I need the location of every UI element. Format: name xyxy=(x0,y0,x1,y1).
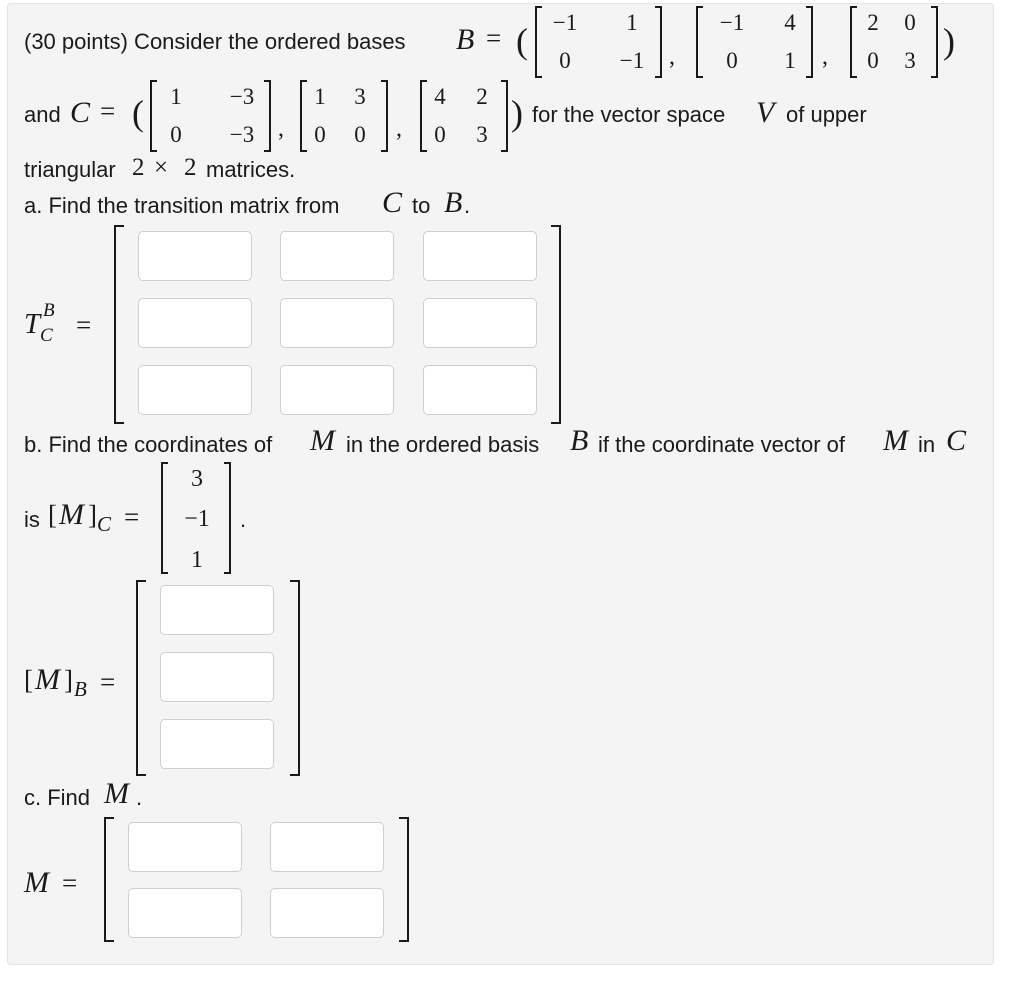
coord-entry: 1 xyxy=(191,547,203,573)
m-symbol: M xyxy=(883,424,908,457)
space-symbol: V xyxy=(756,96,775,129)
matrix-entry: −1 xyxy=(552,10,578,35)
transition-cell-1-1[interactable] xyxy=(138,231,252,281)
part-c-prompt: c. Find xyxy=(24,785,91,810)
basis-b-symbol: B xyxy=(570,424,589,457)
coord-entry: 3 xyxy=(191,466,203,492)
m-symbol: M xyxy=(35,663,60,696)
transition-cell-3-1[interactable] xyxy=(138,365,252,415)
transition-cell-1-2[interactable] xyxy=(280,231,394,281)
comma: , xyxy=(822,44,828,70)
matrix-entry: −3 xyxy=(229,122,255,147)
vector-bracket-right xyxy=(290,580,300,776)
equals-sign: = xyxy=(62,868,78,898)
matrix-entry: 1 xyxy=(314,84,326,109)
matrix-entry: 3 xyxy=(904,48,916,73)
comma: , xyxy=(669,44,675,70)
matrix-entry: 0 xyxy=(170,122,182,147)
triangular-text: triangular xyxy=(24,157,116,182)
sub-b: B xyxy=(74,677,87,701)
bracket-right xyxy=(931,6,938,78)
open-paren: ( xyxy=(516,21,528,61)
equals-sign: = xyxy=(100,96,116,126)
bracket-open: [ xyxy=(24,665,33,695)
m-cell-2-2[interactable] xyxy=(270,888,384,938)
period: . xyxy=(136,785,143,810)
lhs-sub: C xyxy=(40,325,53,346)
equals-sign: = xyxy=(100,667,116,697)
vector-bracket-left xyxy=(136,580,146,776)
basis-c-symbol: C xyxy=(70,96,91,129)
close-paren: ) xyxy=(511,93,523,133)
bracket-right xyxy=(224,462,231,574)
from-basis: C xyxy=(382,186,403,219)
matrix-entry: −1 xyxy=(719,10,745,35)
matrix-bracket-right xyxy=(399,817,409,942)
matrix-entry: 0 xyxy=(726,48,738,73)
dim-b: 2 xyxy=(184,154,197,181)
basis-b-symbol: B xyxy=(456,23,475,56)
bracket-right xyxy=(264,80,271,152)
m-cell-2-1[interactable] xyxy=(128,888,242,938)
bracket-left xyxy=(161,462,168,574)
bracket-right xyxy=(655,6,662,78)
part-b-prompt: b. Find the coordinates of xyxy=(24,432,273,457)
matrix-entry: 0 xyxy=(559,48,571,73)
in-word: in xyxy=(918,432,936,457)
matrix-entry: 2 xyxy=(867,10,879,35)
dim-a: 2 xyxy=(132,154,145,181)
equals-sign: = xyxy=(76,310,92,340)
coord-b-cell-2[interactable] xyxy=(160,652,274,702)
coord-b-cell-1[interactable] xyxy=(160,585,274,635)
open-paren: ( xyxy=(132,93,144,133)
m-symbol: M xyxy=(104,777,129,810)
bracket-right xyxy=(381,80,388,152)
transition-cell-2-3[interactable] xyxy=(423,298,537,348)
matrix-entry: 1 xyxy=(626,10,638,35)
m-symbol: M xyxy=(310,424,335,457)
equals-sign: = xyxy=(124,502,140,532)
matrix-entry: 3 xyxy=(476,122,488,147)
bracket-right xyxy=(501,80,508,152)
part-a-prompt: a. Find the transition matrix from xyxy=(24,193,340,218)
m-cell-1-2[interactable] xyxy=(270,822,384,872)
lhs-sup: B xyxy=(43,300,55,321)
bracket-right xyxy=(806,6,813,78)
intro-text: (30 points) Consider the ordered bases xyxy=(24,29,406,54)
matrix-bracket-left xyxy=(104,817,114,942)
matrix-bracket-left xyxy=(114,225,124,424)
to-basis: B xyxy=(444,186,463,219)
close-paren: ) xyxy=(943,21,955,61)
transition-cell-2-1[interactable] xyxy=(138,298,252,348)
transition-cell-1-3[interactable] xyxy=(423,231,537,281)
coord-entry: −1 xyxy=(184,506,210,532)
period: . xyxy=(464,193,471,218)
transition-cell-3-3[interactable] xyxy=(423,365,537,415)
bracket-close: ] xyxy=(88,500,97,530)
bracket-close: ] xyxy=(64,665,73,695)
is-word: is xyxy=(24,507,40,532)
for-text: for the vector space xyxy=(532,102,726,127)
matrix-entry: 0 xyxy=(904,10,916,35)
bracket-left xyxy=(535,6,542,78)
sub-c: C xyxy=(97,512,112,536)
matrix-entry: −3 xyxy=(229,84,255,109)
m-cell-1-1[interactable] xyxy=(128,822,242,872)
matrix-entry: 0 xyxy=(314,122,326,147)
to-word: to xyxy=(412,193,431,218)
matrix-entry: 4 xyxy=(784,10,796,35)
matrix-entry: 0 xyxy=(434,122,446,147)
if-text: if the coordinate vector of xyxy=(598,432,846,457)
bracket-open: [ xyxy=(48,500,57,530)
bracket-left xyxy=(696,6,703,78)
matrix-entry: 1 xyxy=(784,48,796,73)
transition-cell-3-2[interactable] xyxy=(280,365,394,415)
matrix-bracket-right xyxy=(551,225,561,424)
period: . xyxy=(240,507,247,532)
of-upper-text: of upper xyxy=(786,102,867,127)
m-symbol: M xyxy=(59,498,84,531)
matrix-entry: 2 xyxy=(476,84,488,109)
matrix-entry: 0 xyxy=(354,122,366,147)
equals-sign: = xyxy=(486,23,502,53)
matrix-entry: 3 xyxy=(354,84,366,109)
comma: , xyxy=(278,116,284,142)
times-sign: × xyxy=(154,154,169,181)
matrix-entry: −1 xyxy=(619,48,645,73)
coord-b-cell-3[interactable] xyxy=(160,719,274,769)
and-text: and xyxy=(24,102,61,127)
lhs-m: M xyxy=(24,866,49,899)
in-basis-text: in the ordered basis xyxy=(346,432,540,457)
matrix-entry: 0 xyxy=(867,48,879,73)
transition-cell-2-2[interactable] xyxy=(280,298,394,348)
matrix-entry: 4 xyxy=(434,84,446,109)
basis-c-symbol: C xyxy=(946,424,967,457)
matrices-text: matrices. xyxy=(206,157,296,182)
lhs-t: T xyxy=(24,308,41,340)
comma: , xyxy=(396,116,402,142)
matrix-entry: 1 xyxy=(170,84,182,109)
